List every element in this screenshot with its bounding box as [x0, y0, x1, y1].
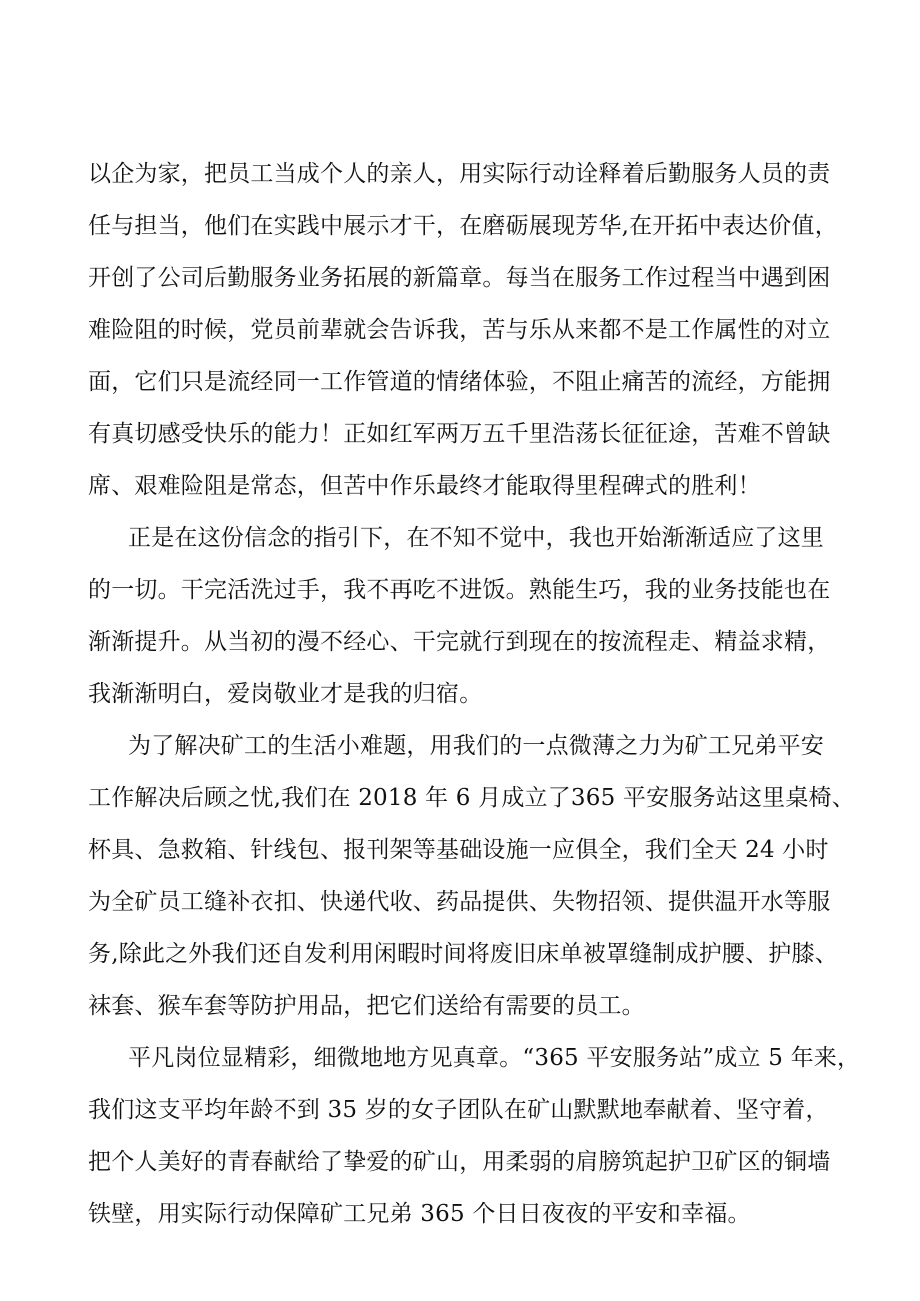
- paragraph-line: 难险阻的时候，党员前辈就会告诉我，苦与乐从来都不是工作属性的对立: [88, 317, 831, 343]
- paragraph-line: 务,除此之外我们还自发利用闲暇时间将废旧床单被罩缝制成护腰、护膝、: [88, 941, 838, 967]
- paragraph-line: 我们这支平均年龄不到 35 岁的女子团队在矿山默默地奉献着、坚守着，: [88, 1097, 829, 1123]
- paragraph-line: 任与担当，他们在实践中展示才干，在磨砺展现芳华,在开拓中表达价值，: [88, 213, 838, 239]
- paragraph-line: 渐渐提升。从当初的漫不经心、干完就行到现在的按流程走、精益求精，: [88, 629, 831, 655]
- body-text: [88, 148, 861, 1240]
- paragraph-line: 杯具、急救箱、针线包、报刊架等基础设施一应俱全，我们全天 24 小时: [88, 837, 829, 863]
- paragraph-line: 席、艰难险阻是常态，但苦中作乐最终才能取得里程碑式的胜利！: [88, 473, 761, 499]
- paragraph-line: 袜套、猴车套等防护用品，把它们送给有需要的员工。: [88, 993, 645, 1019]
- paragraph-line: 的一切。干完活洗过手，我不再吃不进饭。熟能生巧，我的业务技能也在: [88, 577, 831, 603]
- paragraph-line: 正是在这份信念的指引下，在不知不觉中，我也开始渐渐适应了这里: [128, 525, 824, 551]
- paragraph-line: 有真切感受快乐的能力！正如红军两万五千里浩荡长征征途，苦难不曾缺: [88, 421, 831, 447]
- paragraph-line: 铁壁，用实际行动保障矿工兄弟 365 个日日夜夜的平安和幸福。: [88, 1201, 751, 1227]
- paragraph-line: 以企为家，把员工当成个人的亲人，用实际行动诠释着后勤服务人员的责: [88, 161, 831, 187]
- paragraph-line: 工作解决后顾之忧,我们在 2018 年 6 月成立了365 平安服务站这里桌椅、: [88, 785, 855, 811]
- paragraph-line: 开创了公司后勤服务业务拓展的新篇章。每当在服务工作过程当中遇到困: [88, 265, 831, 291]
- paragraph-line: 把个人美好的青春献给了挚爱的矿山，用柔弱的肩膀筑起护卫矿区的铜墙: [88, 1149, 831, 1175]
- paragraph-line: 我渐渐明白，爱岗敬业才是我的归宿。: [88, 681, 483, 707]
- paragraph-line: 为了解决矿工的生活小难题，用我们的一点微薄之力为矿工兄弟平安: [128, 733, 824, 759]
- paragraph-line: 平凡岗位显精彩，细微地地方见真章。“365 平安服务站”成立 5 年来，: [128, 1045, 861, 1071]
- paragraph-line: 面，它们只是流经同一工作管道的情绪体验，不阻止痛苦的流经，方能拥: [88, 369, 831, 395]
- paragraph-line: 为全矿员工缝补衣扣、快递代收、药品提供、失物招领、提供温开水等服: [88, 889, 831, 915]
